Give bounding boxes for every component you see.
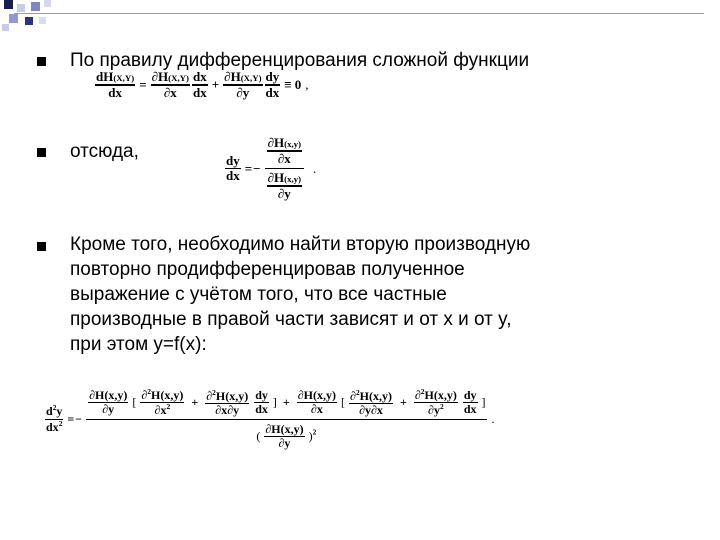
bullet-text-3-line-3: выражение с учётом того, что все частные — [70, 284, 447, 305]
bullet-marker-3 — [37, 242, 46, 251]
corner-decoration — [0, 0, 720, 40]
bullet-text-3-line-5: при этом y=f(x): — [70, 334, 207, 355]
bullet-text-3-line-2: повторно продифференцировав полученное — [70, 259, 465, 280]
bullet-text-2: отсюда, — [70, 141, 139, 162]
top-divider — [14, 13, 704, 14]
formula-dy-dx: $\frac{dy}{dx}$ = − $\frac{\frac{\partial H(x,y)}{\partial x}}{\frac{\partial H(x,y)}{\partial y}}$ . — [226, 135, 317, 201]
bullet-text-3-line-1: Кроме того, необходимо найти вторую производную — [70, 234, 531, 255]
formula-second-derivative: $\frac{d^2y}{dx^2}$ = − $\frac{\partial H(x,y)}{\partial y}$ [ $\frac{\partial^2H(x,y)}{\partial x^2}$ + $\frac{\partial^2H(x,y)}{\partial x\partial y}$ $\frac{dy}{dx}$ ] + $\frac{\partial H(x,y)}{\partial x}$ [ $\frac{\partial^2H(x,y)}{\partial y\partial x}$ + $\frac{\partial^2H(x,y)}{\partial y^2}$ $\frac{dy}{dx}$ ] ( $\frac{\partial H(x,y)}{\partial y}$ )$^2$ . — [46, 387, 495, 451]
bullet-text-1: По правилу дифференцирования сложной функции — [70, 50, 530, 71]
bullet-text-3-line-4: производные в правой части зависят и от x и от y, — [70, 309, 512, 330]
formula-chain-rule: $\frac{dH(X,Y)}{dx}$ = $\frac{\partial H(X,Y)}{\partial x}$ $\frac{dx}{dx}$ + $\frac{\partial H(X,Y)}{\partial y}$ $\frac{dy}{dx}$ ≡ 0 , — [96, 69, 309, 100]
bullet-marker-1 — [37, 57, 46, 66]
bullet-marker-2 — [37, 148, 46, 157]
